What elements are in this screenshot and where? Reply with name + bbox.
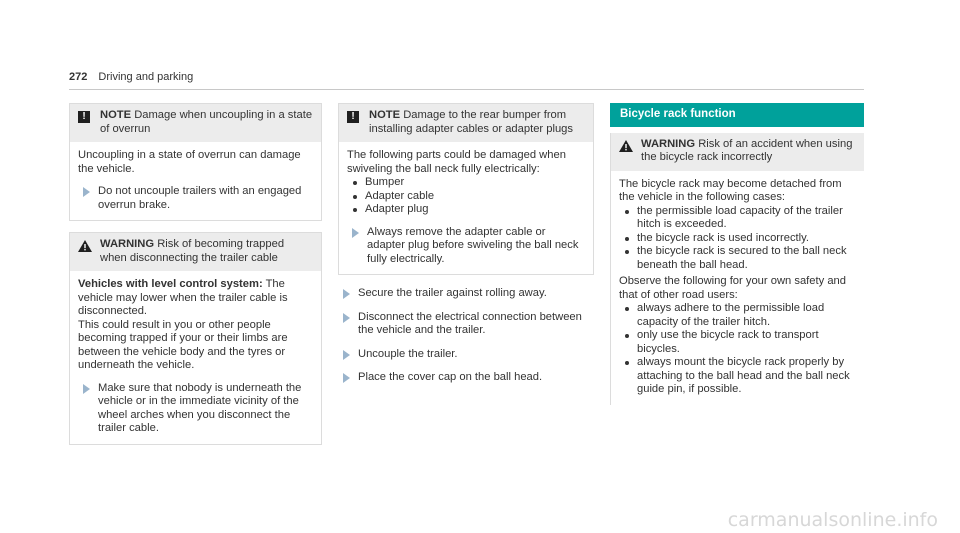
arrow-icon	[352, 228, 359, 238]
note-label: NOTE	[369, 109, 401, 121]
arrow-icon	[343, 373, 350, 383]
note-text: Uncoupling in a state of overrun can damage the vehicle.	[78, 149, 301, 175]
section-title: Driving and parking	[98, 71, 194, 83]
arrow-icon	[83, 384, 90, 394]
list-item: Bumper	[347, 176, 585, 190]
warning-triangle-icon	[619, 140, 633, 157]
instruction-step: Secure the trailer against rolling away.	[338, 287, 594, 301]
instruction-step: Place the cover cap on the ball head.	[338, 371, 594, 385]
warning-box-trapped	[69, 232, 322, 445]
arrow-icon	[343, 289, 350, 299]
arrow-icon	[343, 313, 350, 323]
exclamation-icon: !	[78, 111, 90, 123]
arrow-icon	[83, 187, 90, 197]
note-title: Damage to the rear bumper from installing adapter cables or adapter plugs	[369, 109, 573, 135]
note-body	[339, 142, 593, 274]
warning-header	[611, 133, 864, 171]
warning-subhead-text: The vehicle may lower when the trailer cable is disconnected.	[78, 278, 288, 317]
arrow-icon	[343, 350, 350, 360]
note-header	[70, 104, 321, 142]
warning-body	[611, 171, 864, 405]
note-text: The following parts could be damaged when swiveling the ball neck fully electrically:	[347, 149, 566, 175]
warning-subhead: Vehicles with level control system:	[78, 278, 263, 290]
list-item: Adapter cable	[347, 190, 585, 204]
step-list	[338, 287, 594, 385]
list-item: the permissible load capacity of the trailer hitch is exceeded.	[619, 205, 856, 232]
warning-title: Risk of an accident when using the bicycle rack incorrectly	[641, 137, 853, 163]
list-item: always mount the bicycle rack properly by attaching to the ball head and the ball neck guide pin, if possible.	[619, 356, 856, 397]
header-rule	[69, 89, 864, 90]
step-text: Do not uncouple trailers with an engaged overrun brake.	[98, 185, 302, 211]
list-item: Adapter plug	[347, 203, 585, 217]
instruction-step: Uncouple the trailer.	[338, 348, 594, 362]
note-body	[70, 142, 321, 220]
warning-header	[70, 233, 321, 271]
watermark: carmanualsonline.info	[727, 508, 938, 531]
instruction-step	[78, 185, 313, 212]
list-item: always adhere to the permissible load capacity of the trailer hitch.	[619, 302, 856, 329]
warning-intro: The bicycle rack may become detached from the vehicle in the following cases:	[619, 177, 842, 203]
note-box-uncoupling	[69, 103, 322, 221]
column-2	[338, 103, 594, 395]
note-box-bumper	[338, 103, 594, 275]
page-number: 272	[69, 71, 88, 83]
section-heading: Bicycle rack function	[610, 103, 864, 127]
page-header	[69, 71, 193, 85]
step-text: Make sure that nobody is underneath the vehicle or in the immediate vicinity of the wheel arches when you disconnect the trailer cable.	[98, 381, 302, 434]
warning-label: WARNING	[100, 238, 155, 250]
exclamation-icon: !	[347, 111, 359, 123]
instruction-step	[78, 382, 313, 436]
instruction-step: Disconnect the electrical connection between the vehicle and the trailer.	[338, 311, 594, 338]
list-item: only use the bicycle rack to transport bicycles.	[619, 329, 856, 356]
warning-text: This could result in you or other people becoming trapped if your or their limbs are between the vehicle body and the tyres or underneath the vehicle.	[78, 318, 288, 371]
warning-triangle-icon	[78, 240, 92, 257]
warning-intro2: Observe the following for your own safety and that of other road users:	[619, 275, 846, 301]
step-text: Always remove the adapter cable or adapter plug before swiveling the ball neck fully electrically.	[367, 225, 579, 265]
column-1	[69, 103, 322, 445]
instruction-step	[347, 226, 585, 267]
list-item: the bicycle rack is secured to the ball neck beneath the ball head.	[619, 245, 856, 272]
note-header	[339, 104, 593, 142]
warning-title: Risk of becoming trapped when disconnecting the trailer cable	[100, 238, 285, 264]
column-3	[610, 103, 864, 405]
warning-label: WARNING	[641, 137, 696, 150]
note-label: NOTE	[100, 109, 132, 121]
list-item: the bicycle rack is used incorrectly.	[619, 232, 856, 246]
note-title: Damage when uncoupling in a state of overrun	[100, 109, 313, 135]
warning-box-bicycle	[610, 133, 864, 405]
warning-body	[70, 271, 321, 444]
